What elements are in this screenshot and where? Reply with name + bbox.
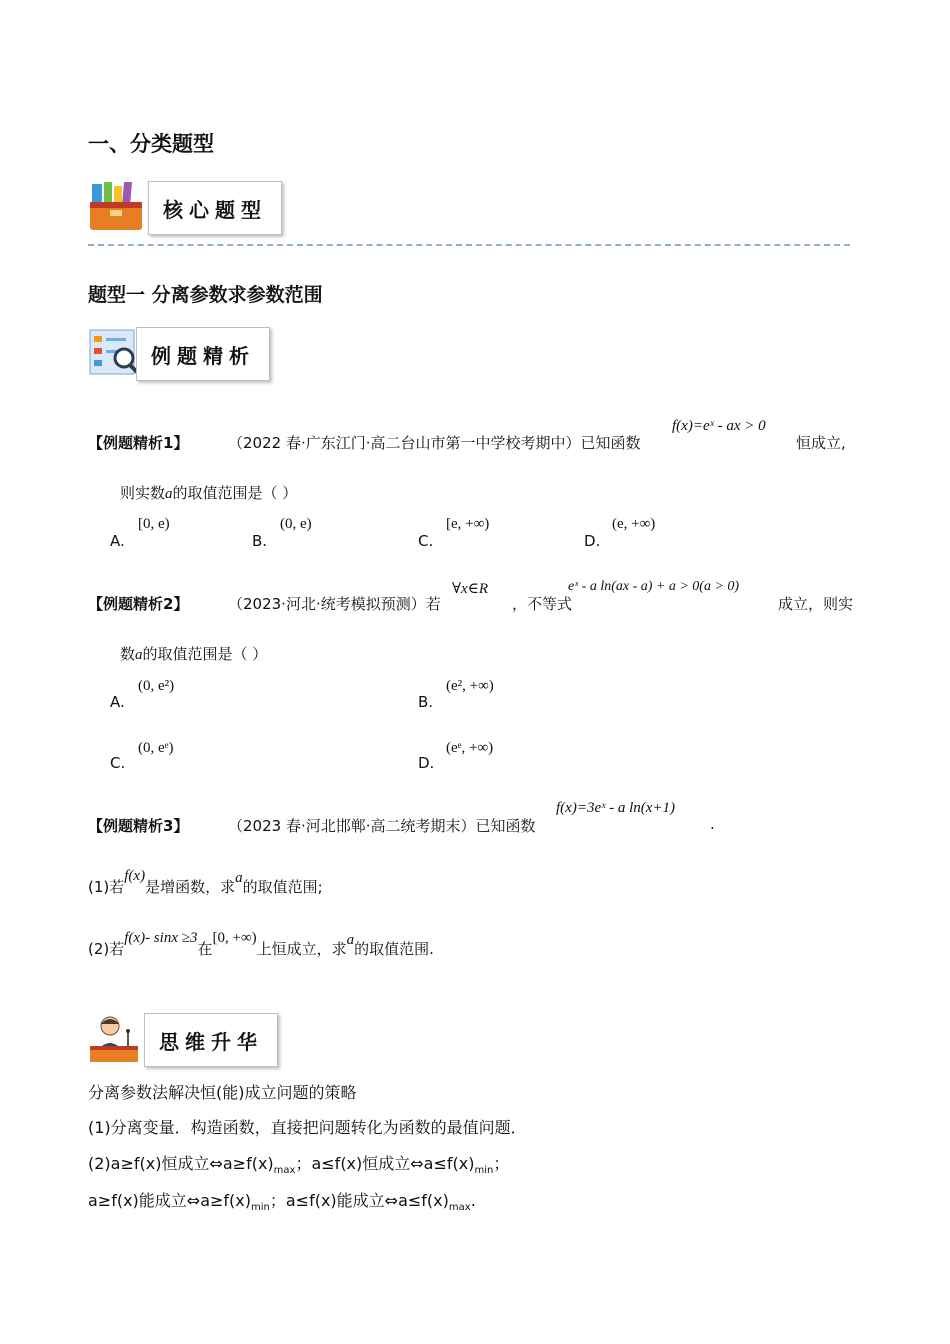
q2-var: a: [135, 647, 143, 663]
q3-part2-var: a: [346, 932, 355, 948]
q1-option-d-key: D.: [584, 532, 601, 550]
strategy-step3-max: max: [448, 1202, 471, 1214]
q1-label: 【例题精析1】: [88, 434, 189, 452]
strategy-step2: [88, 1151, 509, 1176]
q3-part1-mid: 是增函数，求: [145, 878, 236, 896]
q1-option-a-key: A.: [110, 532, 125, 550]
q2-option-a-key: A.: [110, 693, 125, 711]
section-title: 一、分类题型: [88, 132, 214, 156]
strategy-step2-min: min: [474, 1165, 494, 1177]
strategy-step1: (1)分离变量．构造函数，直接把问题转化为函数的最值问题．: [88, 1118, 527, 1137]
q2-line2-post: 的取值范围是（ ）: [142, 645, 268, 663]
q2-option-b: (e², +∞): [446, 678, 494, 694]
q1-option-c: [e, +∞): [446, 516, 490, 532]
q2-option-a: (0, e²): [138, 678, 175, 694]
q2-label: 【例题精析2】: [88, 595, 189, 613]
q3-part2-interval: [0, +∞): [212, 930, 257, 946]
strategy-step3-b: ；a≤f(x)能成立⇔a≤f(x): [269, 1191, 449, 1210]
q3-label: 【例题精析3】: [88, 817, 189, 835]
strategy-step2-c: ；: [493, 1154, 510, 1173]
q1-source: （2022 春·广东江门·高二台山市第一中学校考期中）已知函数: [228, 434, 641, 452]
strategy-step2-a: (2)a≥f(x)恒成立⇔a≥f(x): [88, 1154, 274, 1173]
strategy-step3: [88, 1188, 476, 1213]
q3-part1-post: 的取值范围;: [242, 878, 323, 896]
section-divider: [88, 244, 850, 246]
q3-part2-formula: f(x)- sinx ≥3: [124, 930, 198, 946]
q1-var: a: [165, 486, 173, 502]
q1-option-b: (0, e): [280, 516, 312, 532]
q2-inequality: eˣ - a ln(ax - a) + a > 0(a > 0): [568, 579, 740, 594]
topic-title: 题型一 分离参数求参数范围: [88, 284, 323, 306]
q2-source: （2023·河北·统考模拟预测）若: [228, 595, 441, 613]
q3-part1-var: a: [235, 870, 243, 886]
strategy-title: 分离参数法解决恒(能)成立问题的策略: [88, 1083, 357, 1102]
q1-option-d: (e, +∞): [612, 516, 656, 532]
q2-option-d: (eᵉ, +∞): [446, 740, 494, 756]
q1-line2-post: 的取值范围是（ ）: [172, 484, 298, 502]
q3-part2-mid: 上恒成立，求: [256, 940, 347, 958]
q1-line2-pre: 则实数: [120, 484, 166, 502]
q2-option-c-key: C.: [110, 754, 126, 772]
q2-option-c: (0, eᵉ): [138, 740, 174, 756]
strategy-step2-max: max: [273, 1165, 296, 1177]
q2-after: 成立，则实: [778, 595, 854, 613]
q2-forall: ∀x∈R: [452, 581, 488, 597]
strategy-step2-b: ；a≤f(x)恒成立⇔a≤f(x): [295, 1154, 475, 1173]
q3-part2: [88, 930, 434, 959]
q3-part2-pre: (2)若: [88, 940, 125, 958]
q3-part2-in: 在: [197, 940, 213, 958]
q1-option-c-key: C.: [418, 532, 434, 550]
briefcase-icon: [88, 180, 144, 232]
q1-line2: [120, 482, 297, 503]
core-badge: 核心题型: [148, 181, 282, 235]
q3-part1-fx: f(x): [124, 868, 146, 884]
strategy-step3-min: min: [251, 1202, 270, 1214]
strategy-step3-a: a≥f(x)能成立⇔a≥f(x): [88, 1191, 252, 1210]
teacher-icon: [88, 1012, 144, 1064]
strategy-step3-c: .: [470, 1191, 476, 1210]
example-badge: 例题精析: [136, 327, 270, 381]
q3-part1: [88, 868, 323, 897]
q3-part2-post: 的取值范围.: [354, 940, 434, 958]
thinking-badge: 思维升华: [144, 1013, 278, 1067]
q1-after: 恒成立,: [796, 434, 846, 452]
q2-option-b-key: B.: [418, 693, 434, 711]
q2-line2: [120, 643, 267, 664]
q3-end: .: [710, 815, 715, 833]
q3-part1-pre: (1)若: [88, 878, 125, 896]
q1-formula: f(x)=eˣ - ax > 0: [672, 418, 766, 434]
q1-option-a: [0, e): [138, 516, 170, 532]
q3-source: （2023 春·河北邯郸·高二统考期末）已知函数: [228, 817, 536, 835]
q2-option-d-key: D.: [418, 754, 435, 772]
q2-mid: ，不等式: [512, 595, 573, 613]
q2-line2-pre: 数: [120, 645, 136, 663]
q1-option-b-key: B.: [252, 532, 268, 550]
q3-formula: f(x)=3eˣ - a ln(x+1): [556, 800, 676, 816]
